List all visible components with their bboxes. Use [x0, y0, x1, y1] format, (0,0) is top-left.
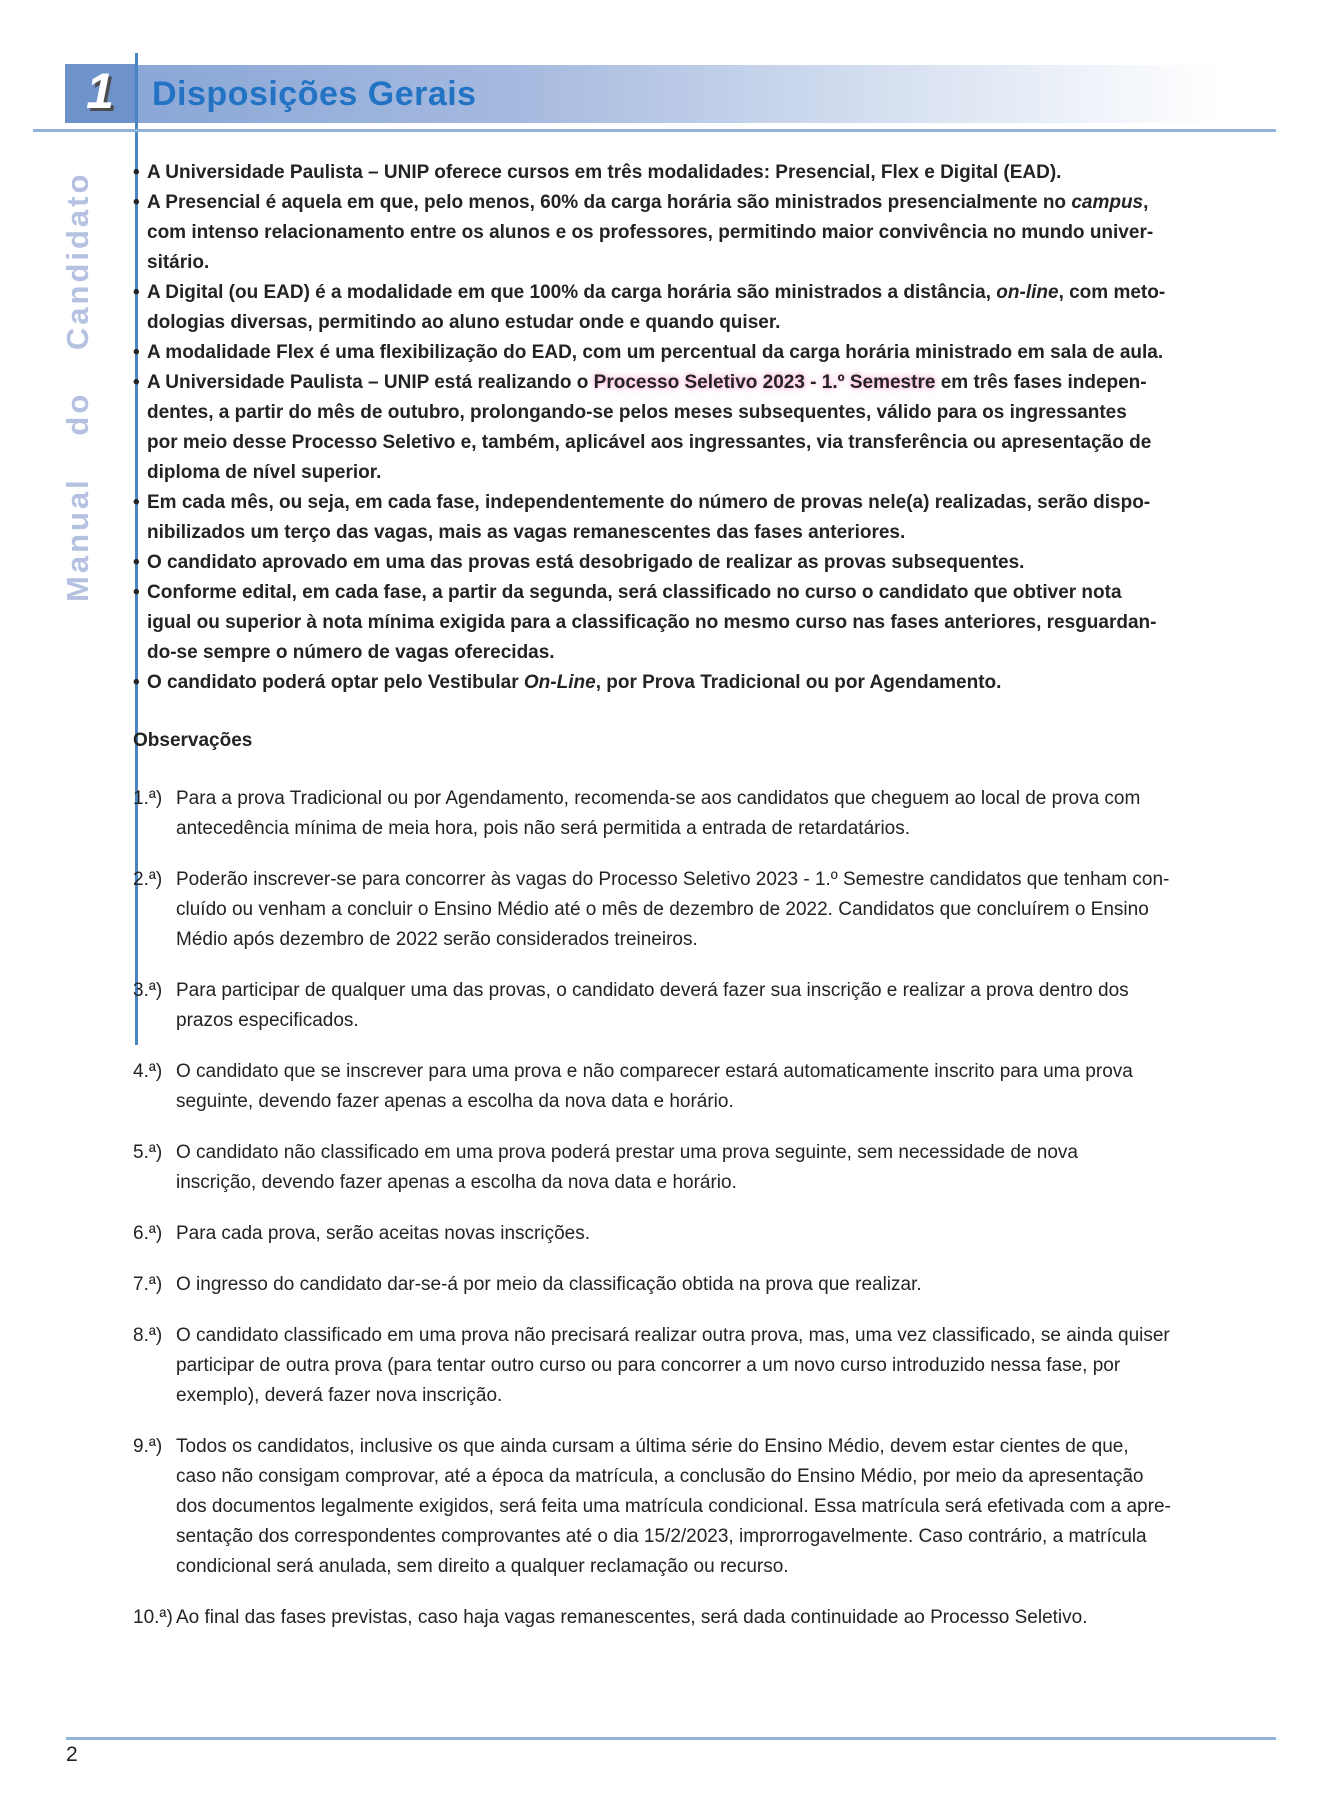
text-line: [147, 248, 1153, 278]
text-line: [147, 368, 1151, 398]
text-run: A modalidade Flex é uma flexibilização do EAD, com um percentual da carga horária ministrado em sala de aula.: [147, 342, 1164, 363]
observation-number: 3.ª): [133, 980, 163, 1001]
text-line: [176, 1057, 1133, 1087]
observation-item: [133, 976, 1223, 1036]
bullet-text: [147, 338, 1163, 368]
bullet-text: [147, 188, 1153, 278]
text-line: [147, 338, 1163, 368]
bullet-text: [147, 578, 1156, 668]
observation-text: [176, 976, 1129, 1036]
observation-text: [176, 1432, 1171, 1582]
text-line: [147, 548, 1024, 578]
observation-text: [176, 1603, 1087, 1633]
bullet-text: [147, 158, 1061, 188]
header-divider-line: [33, 129, 1276, 132]
text-run: O candidato não classificado em uma prova poderá prestar uma prova seguinte, sem necessidade de nova: [176, 1142, 1078, 1163]
observation-text: [176, 1219, 590, 1249]
observation-text: [176, 784, 1140, 844]
observation-text: [176, 1057, 1133, 1117]
observation-number: 6.ª): [133, 1223, 163, 1244]
bullet-item: [133, 368, 1223, 488]
text-run: A Digital (ou EAD) é a modalidade em que 100% da carga horária são ministrados a distância,: [147, 282, 997, 303]
bullet-marker: •: [133, 192, 140, 213]
observation-item: [133, 1270, 1223, 1300]
observation-item: [133, 1321, 1223, 1411]
text-line: [147, 608, 1156, 638]
observation-number: 4.ª): [133, 1061, 163, 1082]
bullet-item: [133, 488, 1223, 548]
text-line: [147, 458, 1151, 488]
text-line: [176, 1552, 1171, 1582]
text-run: prazos especificados.: [176, 1010, 359, 1031]
section-number-box: [65, 64, 135, 123]
text-run: dos documentos legalmente exigidos, será feita uma matrícula condicional. Essa matrícula será efetivada com a apre-: [176, 1496, 1171, 1517]
observation-number: 5.ª): [133, 1142, 163, 1163]
observation-text: [176, 1138, 1078, 1198]
text-line: [147, 668, 1001, 698]
italic-text: campus: [1071, 192, 1144, 213]
observation-text: [176, 1270, 922, 1300]
text-run: nibilizados um terço das vagas, mais as vagas remanescentes das fases anteriores.: [147, 522, 906, 543]
text-line: [147, 188, 1153, 218]
observation-item: [133, 784, 1223, 844]
footer-divider-line: [66, 1737, 1276, 1740]
observation-number: 8.ª): [133, 1325, 163, 1346]
text-line: [147, 218, 1153, 248]
sidebar-vertical-label: Manual do Candidato: [60, 171, 95, 602]
bullet-text: [147, 278, 1165, 338]
italic-text: On-Line: [523, 672, 596, 693]
bullet-item: [133, 578, 1223, 668]
text-run: O candidato aprovado em uma das provas está desobrigado de realizar as provas subsequentes.: [147, 552, 1025, 573]
bullet-text: [147, 368, 1151, 488]
text-line: [176, 1462, 1171, 1492]
text-line: [147, 488, 1150, 518]
observations-heading: Observações: [133, 730, 253, 751]
text-line: [176, 1492, 1171, 1522]
text-line: [176, 1219, 590, 1249]
text-run: exemplo), deverá fazer nova inscrição.: [176, 1385, 503, 1406]
text-line: [147, 428, 1151, 458]
text-line: [176, 1138, 1078, 1168]
bullet-marker: •: [133, 162, 140, 183]
text-run: A Universidade Paulista – UNIP oferece cursos em três modalidades: Presencial, Flex e Digital (EAD).: [147, 162, 1062, 183]
text-line: [176, 1432, 1171, 1462]
bullet-item: [133, 158, 1223, 188]
text-run: seguinte, devendo fazer apenas a escolha da nova data e horário.: [176, 1091, 734, 1112]
observation-item: [133, 1057, 1223, 1117]
observation-number: 1.ª): [133, 788, 163, 809]
text-line: [147, 638, 1156, 668]
observation-number: 7.ª): [133, 1274, 163, 1295]
bullet-marker: •: [133, 582, 140, 603]
bullet-list: [133, 158, 1223, 698]
italic-text: on-line: [996, 282, 1059, 303]
bullet-item: [133, 188, 1223, 278]
text-run: Para cada prova, serão aceitas novas inscrições.: [176, 1223, 590, 1244]
text-run: com intenso relacionamento entre os alunos e os professores, permitindo maior convivência no mundo univer-: [147, 222, 1154, 243]
text-run: em três fases indepen-: [935, 372, 1147, 393]
text-run: , com meto-: [1058, 282, 1166, 303]
observation-item: [133, 1432, 1223, 1582]
text-line: [147, 308, 1165, 338]
text-run: ,: [1143, 192, 1149, 213]
text-run: participar de outra prova (para tentar outro curso ou para concorrer a um novo curso introduzido nessa fase, por: [176, 1355, 1121, 1376]
text-run: dologias diversas, permitindo ao aluno estudar onde e quando quiser.: [147, 312, 781, 333]
text-line: [176, 1321, 1170, 1351]
bullet-marker: •: [133, 552, 140, 573]
text-line: [147, 398, 1151, 428]
header-band: [138, 65, 1232, 123]
observation-number: 2.ª): [133, 869, 163, 890]
text-run: caso não consigam comprovar, até a época da matrícula, a conclusão do Ensino Médio, por meio da apresentação: [176, 1466, 1144, 1487]
highlighted-text: Processo Seletivo 2023 - 1.º Semestre: [593, 372, 936, 393]
text-line: [176, 865, 1169, 895]
text-line: [176, 1603, 1087, 1633]
bullet-item: [133, 668, 1223, 698]
text-line: [147, 158, 1061, 188]
text-line: [176, 814, 1140, 844]
bullet-marker: •: [133, 672, 140, 693]
text-line: [176, 1006, 1129, 1036]
page-title: Disposições Gerais: [152, 74, 477, 113]
text-run: Para a prova Tradicional ou por Agendamento, recomenda-se aos candidatos que cheguem ao local de prova com: [176, 788, 1141, 809]
text-line: [176, 784, 1140, 814]
text-run: igual ou superior à nota mínima exigida para a classificação no mesmo curso nas fases anteriores, resguardan-: [147, 612, 1157, 633]
bullet-item: [133, 548, 1223, 578]
text-line: [176, 1351, 1170, 1381]
text-run: A Presencial é aquela em que, pelo menos, 60% da carga horária são ministrados presencialmente no: [147, 192, 1072, 213]
text-run: A Universidade Paulista – UNIP está realizando o: [147, 372, 594, 393]
text-run: Poderão inscrever-se para concorrer às vagas do Processo Seletivo 2023 - 1.º Semestre candidatos que tenham con-: [176, 869, 1170, 890]
text-line: [176, 1168, 1078, 1198]
text-run: , por Prova Tradicional ou por Agendamento.: [595, 672, 1002, 693]
text-line: [176, 1270, 922, 1300]
text-run: Médio após dezembro de 2022 serão considerados treineiros.: [176, 929, 698, 950]
bullet-text: [147, 548, 1024, 578]
text-run: por meio desse Processo Seletivo e, também, aplicável aos ingressantes, via transferência ou apresentação de: [147, 432, 1152, 453]
observation-item: [133, 1219, 1223, 1249]
observation-text: [176, 1321, 1170, 1411]
text-run: inscrição, devendo fazer apenas a escolha da nova data e horário.: [176, 1172, 737, 1193]
text-run: dentes, a partir do mês de outubro, prolongando-se pelos meses subsequentes, válido para os ingressantes: [147, 402, 1127, 423]
text-line: [147, 278, 1165, 308]
text-run: Todos os candidatos, inclusive os que ainda cursam a última série do Ensino Médio, devem estar cientes de que,: [176, 1436, 1129, 1457]
text-run: do-se sempre o número de vagas oferecidas.: [147, 642, 555, 663]
text-line: [176, 1087, 1133, 1117]
text-run: Para participar de qualquer uma das provas, o candidato deverá fazer sua inscrição e realizar a prova dentro dos: [176, 980, 1129, 1001]
bullet-text: [147, 488, 1150, 548]
observation-item: [133, 865, 1223, 955]
text-run: condicional será anulada, sem direito a qualquer reclamação ou recurso.: [176, 1556, 789, 1577]
bullet-item: [133, 338, 1223, 368]
text-line: [176, 895, 1169, 925]
text-line: [176, 925, 1169, 955]
bullet-marker: •: [133, 492, 140, 513]
text-line: [176, 1522, 1171, 1552]
observation-item: [133, 1138, 1223, 1198]
observation-item: [133, 1603, 1223, 1633]
text-run: cluído ou venham a concluir o Ensino Médio até o mês de dezembro de 2022. Candidatos que concluírem o Ensino: [176, 899, 1149, 920]
text-run: O candidato que se inscrever para uma prova e não comparecer estará automaticamente inscrito para uma prova: [176, 1061, 1133, 1082]
section-number: 1: [86, 62, 114, 119]
bullet-item: [133, 278, 1223, 338]
text-run: Conforme edital, em cada fase, a partir da segunda, será classificado no curso o candidato que obtiver nota: [147, 582, 1122, 603]
page-number: 2: [66, 1743, 78, 1766]
text-line: [176, 1381, 1170, 1411]
main-content: [133, 158, 1223, 1633]
text-line: [176, 976, 1129, 1006]
text-run: Ao final das fases previstas, caso haja vagas remanescentes, será dada continuidade ao Processo Seletivo.: [176, 1607, 1088, 1628]
bullet-marker: •: [133, 342, 140, 363]
text-run: O ingresso do candidato dar-se-á por meio da classificação obtida na prova que realizar.: [176, 1274, 922, 1295]
bullet-marker: •: [133, 282, 140, 303]
text-run: Em cada mês, ou seja, em cada fase, independentemente do número de provas nele(a) realizadas, serão dispo-: [147, 492, 1151, 513]
text-run: diploma de nível superior.: [147, 462, 382, 483]
text-run: sentação dos correspondentes comprovantes até o dia 15/2/2023, improrrogavelmente. Caso contrário, a matrícula: [176, 1526, 1147, 1547]
text-line: [147, 578, 1156, 608]
observation-number: 10.ª): [133, 1607, 173, 1628]
bullet-text: [147, 668, 1001, 698]
observations-list: [133, 784, 1223, 1633]
text-run: antecedência mínima de meia hora, pois não será permitida a entrada de retardatários.: [176, 818, 911, 839]
text-line: [147, 518, 1150, 548]
text-run: O candidato poderá optar pelo Vestibular: [147, 672, 524, 693]
bullet-marker: •: [133, 372, 140, 393]
observation-text: [176, 865, 1169, 955]
text-run: sitário.: [147, 252, 210, 273]
text-run: O candidato classificado em uma prova não precisará realizar outra prova, mas, uma vez classificado, se ainda quiser: [176, 1325, 1170, 1346]
observation-number: 9.ª): [133, 1436, 163, 1457]
